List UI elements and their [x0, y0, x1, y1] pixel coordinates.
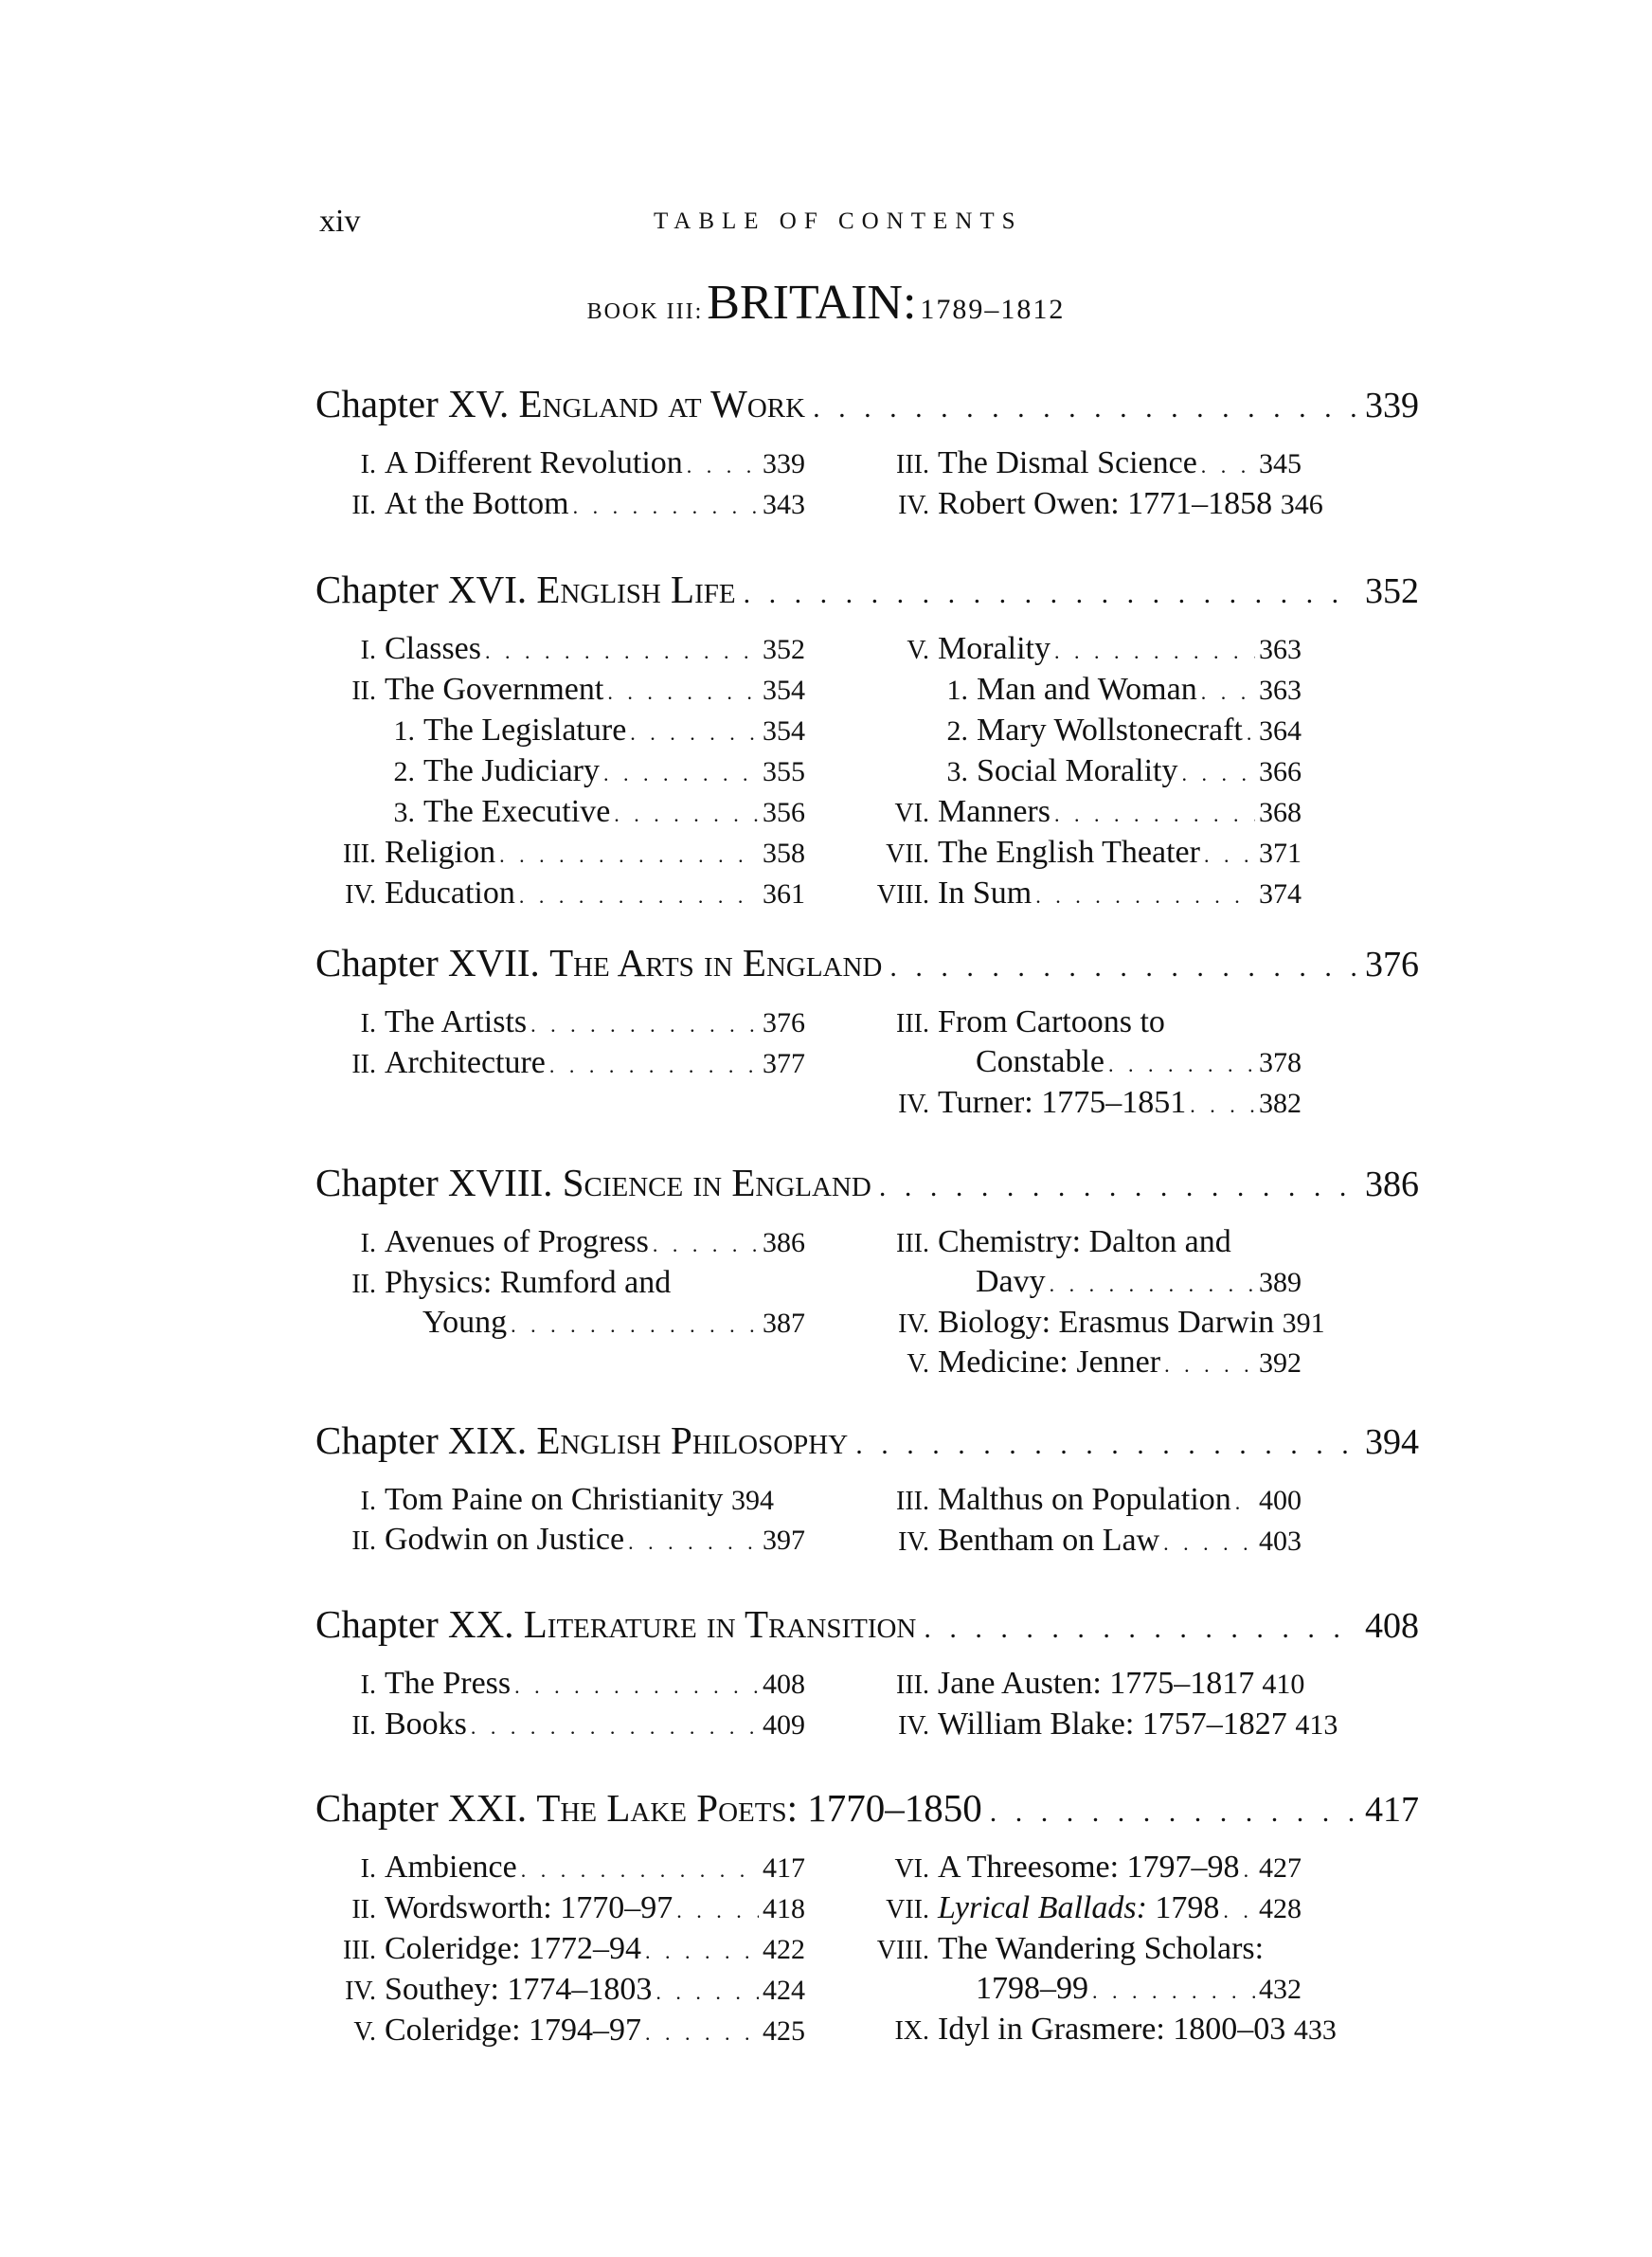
chapter-title — [315, 938, 1419, 992]
toc-entry: Davy . . . 389 — [869, 1263, 1302, 1304]
toc-entry: Constable . . . 378 — [869, 1043, 1302, 1084]
chapter-title — [315, 1416, 1419, 1470]
toc-entry: II. Books . . . 409 — [315, 1706, 805, 1746]
book-heading — [0, 275, 1652, 331]
chapter-xvi — [315, 565, 1419, 911]
toc-entry: Young . . . 387 — [315, 1304, 805, 1345]
chapter-name: The Arts in England — [549, 941, 883, 984]
toc-entry: V. Morality . . . 363 — [869, 630, 1302, 671]
leader-dots — [813, 384, 1357, 433]
toc-entry: II. At the Bottom . . . 343 — [315, 485, 805, 526]
chapter-name: England at Work — [518, 382, 806, 425]
chapter-page: 376 — [1365, 945, 1419, 984]
toc-entry: I. Ambience . . . 417 — [315, 1849, 805, 1889]
toc-entry: IV. Turner: 1775–1851 . . . 382 — [869, 1084, 1302, 1125]
toc-entry: IV. Biology: Erasmus Darwin 391 — [898, 1305, 1325, 1340]
chapter-xv — [315, 379, 1419, 520]
chapter-number: Chapter XVIII. — [315, 1161, 553, 1204]
running-head: TABLE OF CONTENTS — [654, 208, 1023, 234]
chapter-xx — [315, 1599, 1419, 1741]
toc-entry: III. Religion . . . 358 — [315, 834, 805, 875]
leader-dots — [889, 943, 1357, 992]
toc-entry: II. Wordsworth: 1770–97 . . . 418 — [315, 1889, 805, 1930]
book-years: 1789–1812 — [920, 294, 1066, 325]
chapter-number: Chapter XVI. — [315, 568, 528, 611]
chapter-number: Chapter XX. — [315, 1602, 514, 1646]
chapter-page: 352 — [1365, 571, 1419, 611]
chapter-xix — [315, 1416, 1419, 1557]
chapter-page: 417 — [1365, 1790, 1419, 1830]
toc-entry: III. From Cartoons to — [896, 1004, 1165, 1039]
chapter-name: Literature in Transition — [523, 1602, 917, 1646]
toc-entry: 2. Mary Wollstonecraft . . . 364 — [869, 712, 1302, 752]
chapter-name: Science in England — [562, 1161, 871, 1204]
toc-entry: VI. A Threesome: 1797–98 . . . 427 — [869, 1849, 1302, 1889]
chapter-title — [315, 1158, 1419, 1212]
chapter-title — [315, 1783, 1419, 1837]
toc-entry: VIII. The Wandering Scholars: — [876, 1931, 1265, 1966]
chapter-page: 339 — [1365, 386, 1419, 425]
toc-entry: 1. Man and Woman . . . 363 — [869, 671, 1302, 712]
leader-dots — [879, 1163, 1357, 1212]
toc-entry: IV. Robert Owen: 1771–1858 346 — [898, 486, 1323, 521]
toc-entry: III. Malthus on Population . . . 400 — [869, 1481, 1302, 1522]
toc-entry: I. Avenues of Progress . . . 386 — [315, 1223, 805, 1264]
chapter-page: 394 — [1365, 1422, 1419, 1462]
chapter-number: Chapter XXI. — [315, 1786, 528, 1830]
toc-entry: I. The Press . . . 408 — [315, 1665, 805, 1706]
chapter-xxi — [315, 1783, 1419, 2048]
chapter-title — [315, 565, 1419, 619]
toc-entry: I. A Different Revolution . . . 339 — [315, 444, 805, 485]
toc-entry: IV. Southey: 1774–1803 . . . 424 — [315, 1971, 805, 2012]
toc-entry: 3. Social Morality . . . 366 — [869, 752, 1302, 793]
toc-entry: 1. The Legislature . . . 354 — [315, 712, 805, 752]
toc-entry: II. Godwin on Justice . . . 397 — [315, 1521, 805, 1562]
toc-entry: III. Coleridge: 1772–94 . . . 422 — [315, 1930, 805, 1971]
toc-entry: VIII. In Sum . . . 374 — [869, 875, 1302, 915]
toc-entry: VI. Manners . . . 368 — [869, 793, 1302, 834]
toc-entry: II. Architecture . . . 377 — [315, 1044, 805, 1085]
toc-entry: III. The Dismal Science . . . 345 — [869, 444, 1302, 485]
toc-entry: 3. The Executive . . . 356 — [315, 793, 805, 834]
toc-entry: IV. Education . . . 361 — [315, 875, 805, 915]
toc-entry: III. Jane Austen: 1775–1817 410 — [896, 1666, 1305, 1701]
toc-entry: I. Classes . . . 352 — [315, 630, 805, 671]
toc-entry: V. Coleridge: 1794–97 . . . 425 — [315, 2012, 805, 2052]
toc-entry: II. The Government . . . 354 — [315, 671, 805, 712]
leader-dots — [990, 1788, 1357, 1837]
toc-entry: VII. The English Theater . . . 371 — [869, 834, 1302, 875]
page-number: xiv — [319, 204, 361, 239]
chapter-page: 386 — [1365, 1165, 1419, 1204]
chapter-xviii — [315, 1158, 1419, 1380]
chapter-number: Chapter XVII. — [315, 941, 540, 984]
chapter-number: Chapter XIX. — [315, 1418, 528, 1462]
book-title: BRITAIN: — [707, 276, 917, 330]
leader-dots — [924, 1604, 1357, 1653]
toc-entry: 2. The Judiciary . . . 355 — [315, 752, 805, 793]
leader-dots — [744, 569, 1357, 619]
toc-entry: IV. William Blake: 1757–1827 413 — [898, 1706, 1338, 1742]
toc-entry: IV. Bentham on Law . . . 403 — [869, 1522, 1302, 1562]
toc-entry: I. The Artists . . . 376 — [315, 1003, 805, 1044]
toc-entry: I. Tom Paine on Christianity 394 — [360, 1482, 774, 1517]
toc-entry: III. Chemistry: Dalton and — [896, 1224, 1231, 1259]
toc-entry: VII. Lyrical Ballads: 1798 . . . 428 — [869, 1889, 1302, 1930]
chapter-xvii — [315, 938, 1419, 1120]
leader-dots — [855, 1420, 1357, 1470]
chapter-page: 408 — [1365, 1606, 1419, 1646]
toc-entry: IX. Idyl in Grasmere: 1800–03 433 — [894, 2012, 1337, 2047]
toc-entry: V. Medicine: Jenner . . . 392 — [869, 1344, 1302, 1384]
chapter-title — [315, 379, 1419, 433]
toc-entry: 1798–99 . . . 432 — [869, 1970, 1302, 2011]
chapter-title — [315, 1599, 1419, 1653]
chapter-name: English Life — [536, 568, 736, 611]
book-label: BOOK III: — [586, 299, 704, 324]
chapter-name: English Philosophy — [536, 1418, 849, 1462]
chapter-name: The Lake Poets: — [536, 1786, 798, 1830]
toc-entry: II. Physics: Rumford and — [351, 1265, 672, 1300]
chapter-number: Chapter XV. — [315, 382, 510, 425]
chapter-years: 1770–1850 — [807, 1786, 982, 1830]
